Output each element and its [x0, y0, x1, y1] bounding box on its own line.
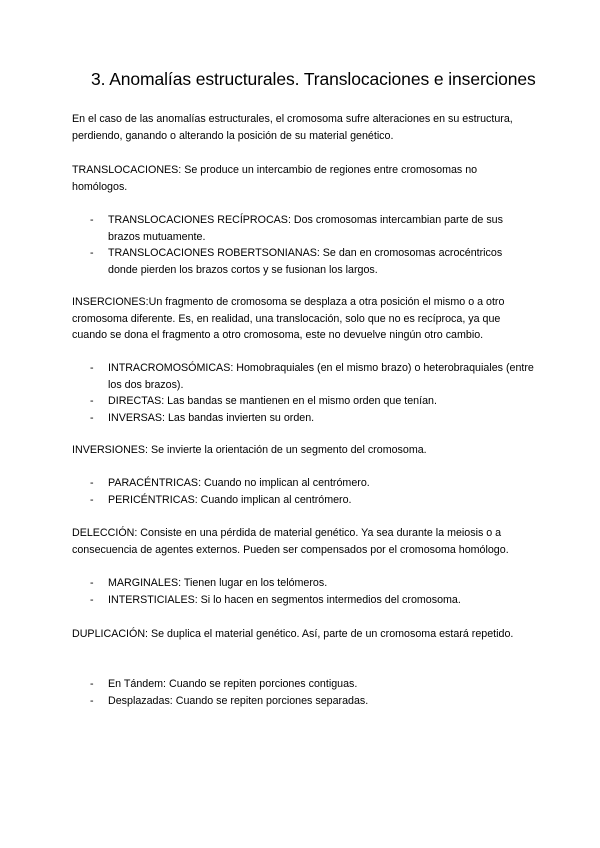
- list-item-text: INTERSTICIALES: Si lo hacen en segmentos intermedios del cromosoma.: [108, 593, 461, 606]
- list-item: [72, 360, 534, 393]
- translocaciones-paragraph: TRANSLOCACIONES: Se produce un intercambio de regiones entre cromosomas no homólogos.: [72, 164, 478, 193]
- list-item: [72, 676, 534, 693]
- duplicacion-paragraph: DUPLICACIÓN: Se duplica el material genético. Así, parte de un cromosoma estará repetido.: [72, 628, 514, 640]
- list-item-text: MARGINALES: Tienen lugar en los telómeros.: [108, 577, 328, 589]
- list-item: [72, 212, 534, 245]
- bullet-dash: -: [90, 694, 94, 707]
- bullet-dash: -: [90, 493, 94, 506]
- intro-paragraph: En el caso de las anomalías estructurales, el cromosoma sufre alteraciones en su estructura, perdiendo, ganando o alterando la posición de su material genético.: [72, 113, 513, 142]
- list-item-text: DIRECTAS: Las bandas se mantienen en el mismo orden que tenían.: [108, 395, 437, 407]
- bullet-dash: -: [90, 247, 94, 259]
- list-item: [72, 410, 534, 427]
- inversiones-list: [72, 475, 534, 508]
- bullet-dash: -: [90, 395, 94, 407]
- list-item-text: PARACÉNTRICAS: Cuando no implican al centrómero.: [108, 477, 370, 489]
- page-title: 3. Anomalías estructurales. Translocaciones e inserciones: [91, 69, 536, 89]
- list-item-text: En Tándem: Cuando se repiten porciones contiguas.: [108, 678, 358, 690]
- list-item-text: Desplazadas: Cuando se repiten porciones separadas.: [108, 694, 369, 707]
- bullet-dash: -: [90, 214, 94, 226]
- list-item: [72, 492, 534, 509]
- list-item-text: TRANSLOCACIONES ROBERTSONIANAS: Se dan en cromosomas acrocéntricos donde pierden los brazos cortos y se fusionan los largos.: [108, 247, 503, 276]
- bullet-dash: -: [90, 577, 94, 589]
- inserciones-paragraph: INSERCIONES:Un fragmento de cromosoma se desplaza a otra posición el mismo o a otro cromosoma diferente. Es, en realidad, una translocación, solo que no es recíproca, ya que cuando se dona el fragmento a otro cromosoma, este no devuelve ningún otro cambio.: [72, 296, 505, 341]
- list-item: [72, 393, 534, 410]
- list-item-text: INVERSAS: Las bandas invierten su orden.: [108, 411, 315, 424]
- list-item: [72, 575, 534, 592]
- list-item: [72, 693, 534, 710]
- bullet-dash: -: [90, 411, 94, 424]
- duplicacion-list: [72, 676, 534, 709]
- delecion-list: [72, 575, 534, 608]
- inserciones-list: [72, 360, 534, 426]
- list-item-text: PERICÉNTRICAS: Cuando implican al centrómero.: [108, 493, 352, 506]
- bullet-dash: -: [90, 678, 94, 690]
- bullet-dash: -: [90, 593, 94, 606]
- list-item-text: TRANSLOCACIONES RECÍPROCAS: Dos cromosomas intercambian parte de sus brazos mutuamente.: [108, 214, 503, 243]
- inversiones-paragraph: INVERSIONES: Se invierte la orientación de un segmento del cromosoma.: [72, 444, 427, 456]
- translocaciones-list: [72, 212, 534, 278]
- list-item: [72, 245, 534, 278]
- bullet-dash: -: [90, 362, 94, 374]
- list-item: [72, 475, 534, 492]
- list-item-text: INTRACROMOSÓMICAS: Homobraquiales (en el mismo brazo) o heterobraquiales (entre los dos brazos).: [108, 362, 534, 391]
- delecion-paragraph: DELECCIÓN: Consiste en una pérdida de material genético. Ya sea durante la meiosis o a consecuencia de agentes externos. Pueden ser compensados por el cromosoma homólogo.: [72, 527, 509, 556]
- list-item: [72, 592, 534, 609]
- bullet-dash: -: [90, 477, 94, 489]
